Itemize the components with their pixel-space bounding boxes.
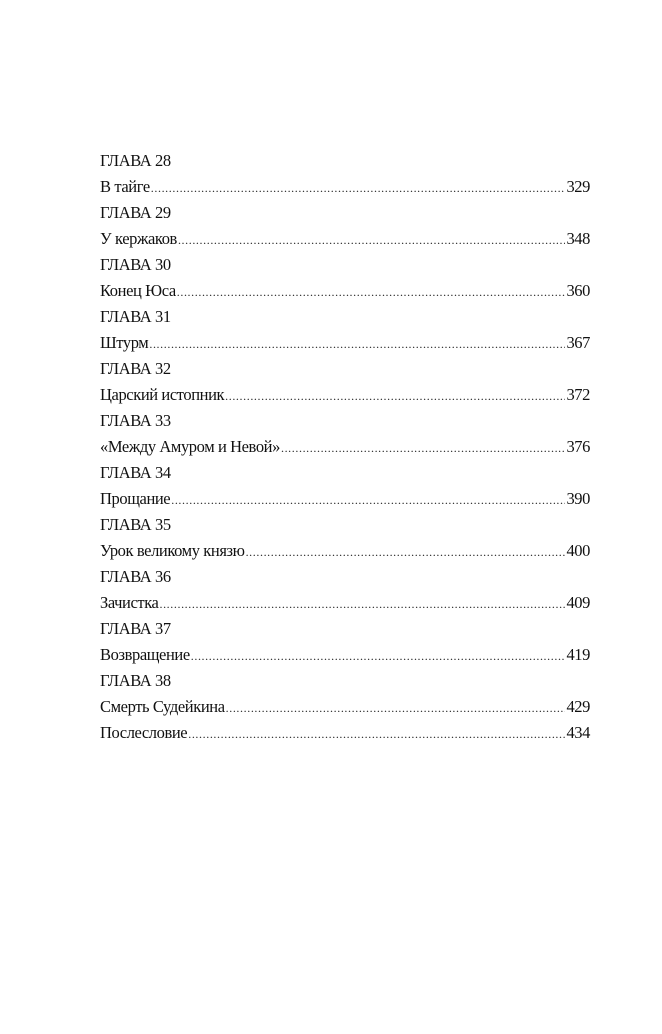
page-number: 360 (566, 281, 590, 300)
entry-title: В тайге (100, 177, 150, 196)
toc-entry-afterword (100, 720, 590, 746)
entry-title: Урок великому князю (100, 541, 245, 560)
chapter-heading: ГЛАВА 36 (100, 567, 171, 586)
dot-leader (149, 331, 565, 357)
toc-entry (100, 642, 590, 668)
entry-title: Смерть Судейкина (100, 697, 225, 716)
dot-leader (191, 643, 566, 669)
entry-title: Штурм (100, 333, 149, 352)
dot-leader (151, 175, 566, 201)
chapter-heading: ГЛАВА 30 (100, 255, 171, 274)
page-number: 372 (566, 385, 590, 404)
page-number: 376 (566, 437, 590, 456)
toc-entry (100, 226, 590, 252)
toc-entry (100, 538, 590, 564)
dot-leader (177, 279, 566, 305)
entry-title: Прощание (100, 489, 171, 508)
entry-title: Конец Юса (100, 281, 176, 300)
entry-title: Послесловие (100, 723, 188, 742)
page-number: 429 (566, 697, 590, 716)
chapter-heading: ГЛАВА 28 (100, 151, 171, 170)
dot-leader (188, 721, 565, 747)
toc-entry (100, 486, 590, 512)
page-number: 329 (566, 177, 590, 196)
page-number: 390 (566, 489, 590, 508)
dot-leader (226, 695, 566, 721)
page-number: 400 (566, 541, 590, 560)
page-number: 434 (566, 723, 590, 742)
page-number: 409 (566, 593, 590, 612)
chapter-heading: ГЛАВА 33 (100, 411, 171, 430)
toc-entry (100, 278, 590, 304)
toc-entry (100, 434, 590, 460)
chapter-heading: ГЛАВА 29 (100, 203, 171, 222)
dot-leader (225, 383, 565, 409)
dot-leader (178, 227, 566, 253)
entry-title: Зачистка (100, 593, 159, 612)
dot-leader (246, 539, 566, 565)
page-number: 419 (566, 645, 590, 664)
table-of-contents (100, 148, 590, 746)
chapter-heading: ГЛАВА 38 (100, 671, 171, 690)
dot-leader (171, 487, 565, 513)
toc-entry (100, 694, 590, 720)
chapter-heading: ГЛАВА 34 (100, 463, 171, 482)
chapter-heading: ГЛАВА 32 (100, 359, 171, 378)
toc-entry (100, 174, 590, 200)
entry-title: Царский истопник (100, 385, 225, 404)
dot-leader (281, 435, 565, 461)
toc-entry (100, 590, 590, 616)
toc-entry (100, 382, 590, 408)
dot-leader (159, 591, 565, 617)
page-number: 348 (566, 229, 590, 248)
chapter-heading: ГЛАВА 37 (100, 619, 171, 638)
toc-entry (100, 330, 590, 356)
entry-title: Возвращение (100, 645, 190, 664)
entry-title: У кержаков (100, 229, 177, 248)
page-number: 367 (566, 333, 590, 352)
chapter-heading: ГЛАВА 31 (100, 307, 171, 326)
entry-title: «Между Амуром и Невой» (100, 437, 280, 456)
chapter-heading: ГЛАВА 35 (100, 515, 171, 534)
